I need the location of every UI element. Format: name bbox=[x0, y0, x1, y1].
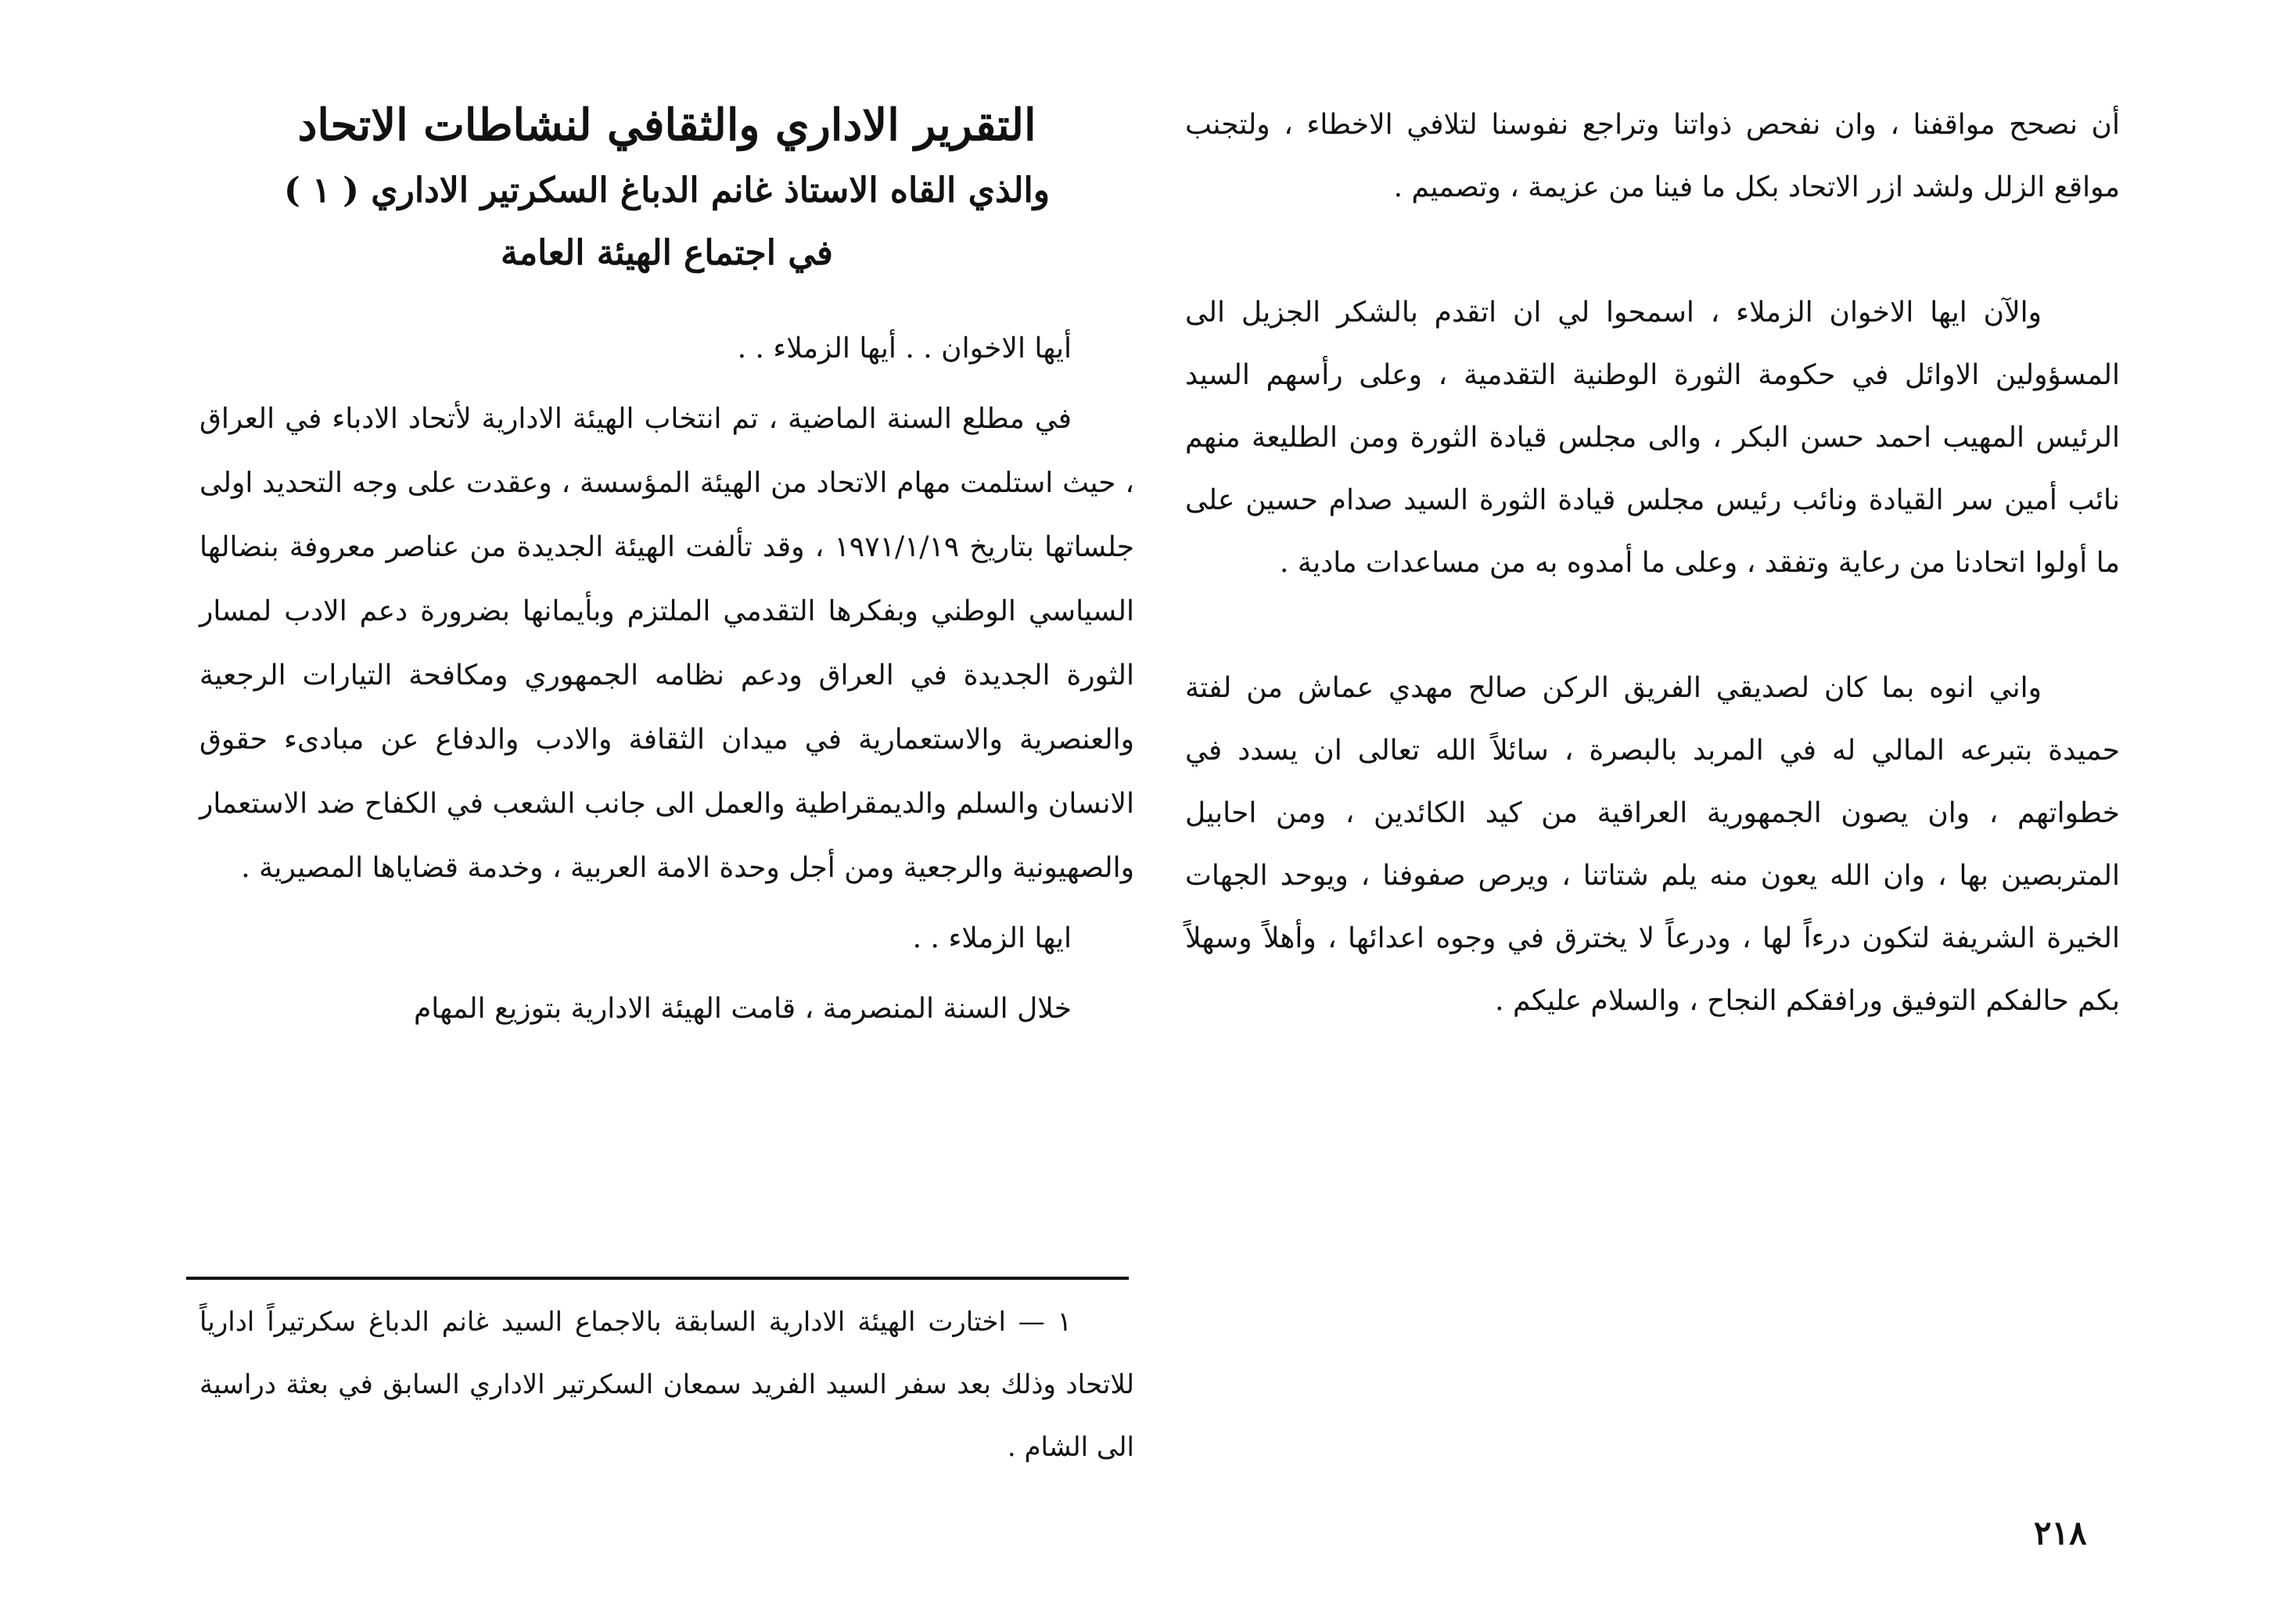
right-column bbox=[1185, 94, 2120, 1095]
right-paragraph-3: واني انوه بما كان لصديقي الفريق الركن صالح مهدي عماش من لفتة حميدة بتبرعه المالي له في المربد بالبصرة ، سائلاً الله تعالى ان يسدد في خطواتهم ، وان يصون الجمهورية العراقية من كيد الكائدين ، ومن احابيل المتربصين بها ، وان الله يعون منه يلم شتاتنا ، ويرص صفوفنا ، ويوحد الجهات الخيرة الشريفة لتكون درءاً لها ، ودرعاً لا يخترق في وجوه اعدائها ، وأهلاً وسهلاً بكم حالفكم التوفيق ورافقكم النجاح ، والسلام عليكم . bbox=[1185, 672, 2120, 1017]
article-subtitle-line-1: والذي القاه الاستاذ غانم الدباغ السكرتير الاداري ( ١ ) bbox=[283, 171, 1051, 210]
greeting: أيها الاخوان . . أيها الزملاء . . bbox=[737, 332, 1072, 365]
left-column bbox=[199, 94, 1134, 1041]
greeting-2: ايها الزملاء . . bbox=[912, 922, 1072, 954]
article-paragraph-1: في مطلع السنة الماضية ، تم انتخاب الهيئة الادارية لأتحاد الادباء في العراق ، حيث استلمت مهام الاتحاد من الهيئة المؤسسة ، وعقدت على وجه التحديد اولى جلساتها بتاريخ ١٩٧١/١/١٩ ، وقد تألفت الهيئة الجديدة من عناصر معروفة بنضالها السياسي الوطني وبفكرها التقدمي الملتزم وبأيمانها بضرورة دعم الادب لمسار الثورة الجديدة في العراق ودعم نظامه الجمهوري ومكافحة التيارات الرجعية والعنصرية والاستعمارية في ميدان الثقافة والادب والدفاع عن مبادىء حقوق الانسان والسلم والديمقراطية والعمل الى جانب الشعب في الكفاح ضد الاستعمار والصهيونية والرجعية ومن أجل وحدة الامة العربية ، وخدمة قضاياها المصيرية . bbox=[199, 403, 1134, 884]
article-title: التقرير الاداري والثقافي لنشاطات الاتحاد bbox=[297, 99, 1036, 151]
footnote-divider bbox=[186, 1277, 1129, 1280]
footnote bbox=[199, 1291, 1134, 1478]
article-body bbox=[199, 317, 1134, 1041]
right-paragraph-2: والآن ايها الاخوان الزملاء ، اسمحوا لي ان اتقدم بالشكر الجزيل الى المسؤولين الاوائل في حكومة الثورة الوطنية التقدمية ، وعلى رأسهم السيد الرئيس المهيب احمد حسن البكر ، والى مجلس قيادة الثورة ومن الطليعة منهم نائب أمين سر القيادة ونائب رئيس مجلس قيادة الثورة السيد صدام حسين على ما أولوا اتحادنا من رعاية وتفقد ، وعلى ما أمدوه به من مساعدات مادية . bbox=[1185, 296, 2120, 579]
page-number: ٢١٨ bbox=[2034, 1514, 2087, 1552]
footnote-text: ١ — اختارت الهيئة الادارية السابقة بالاجماع السيد غانم الدباغ سكرتيراً ادارياً للاتحاد وذلك بعد سفر السيد الفريد سمعان السكرتير الاداري السابق في بعثة دراسية الى الشام . bbox=[199, 1306, 1134, 1463]
right-paragraph-1: أن نصحح مواقفنا ، وان نفحص ذواتنا وتراجع نفوسنا لتلافي الاخطاء ، ولتجنب مواقع الزلل ولشد ازر الاتحاد بكل ما فينا من عزيمة ، وتصميم . bbox=[1185, 109, 2120, 203]
article-paragraph-2: خلال السنة المنصرمة ، قامت الهيئة الادارية بتوزيع المهام bbox=[414, 993, 1072, 1025]
article-subtitle-line-2: في اجتماع الهيئة العامة bbox=[501, 233, 833, 273]
